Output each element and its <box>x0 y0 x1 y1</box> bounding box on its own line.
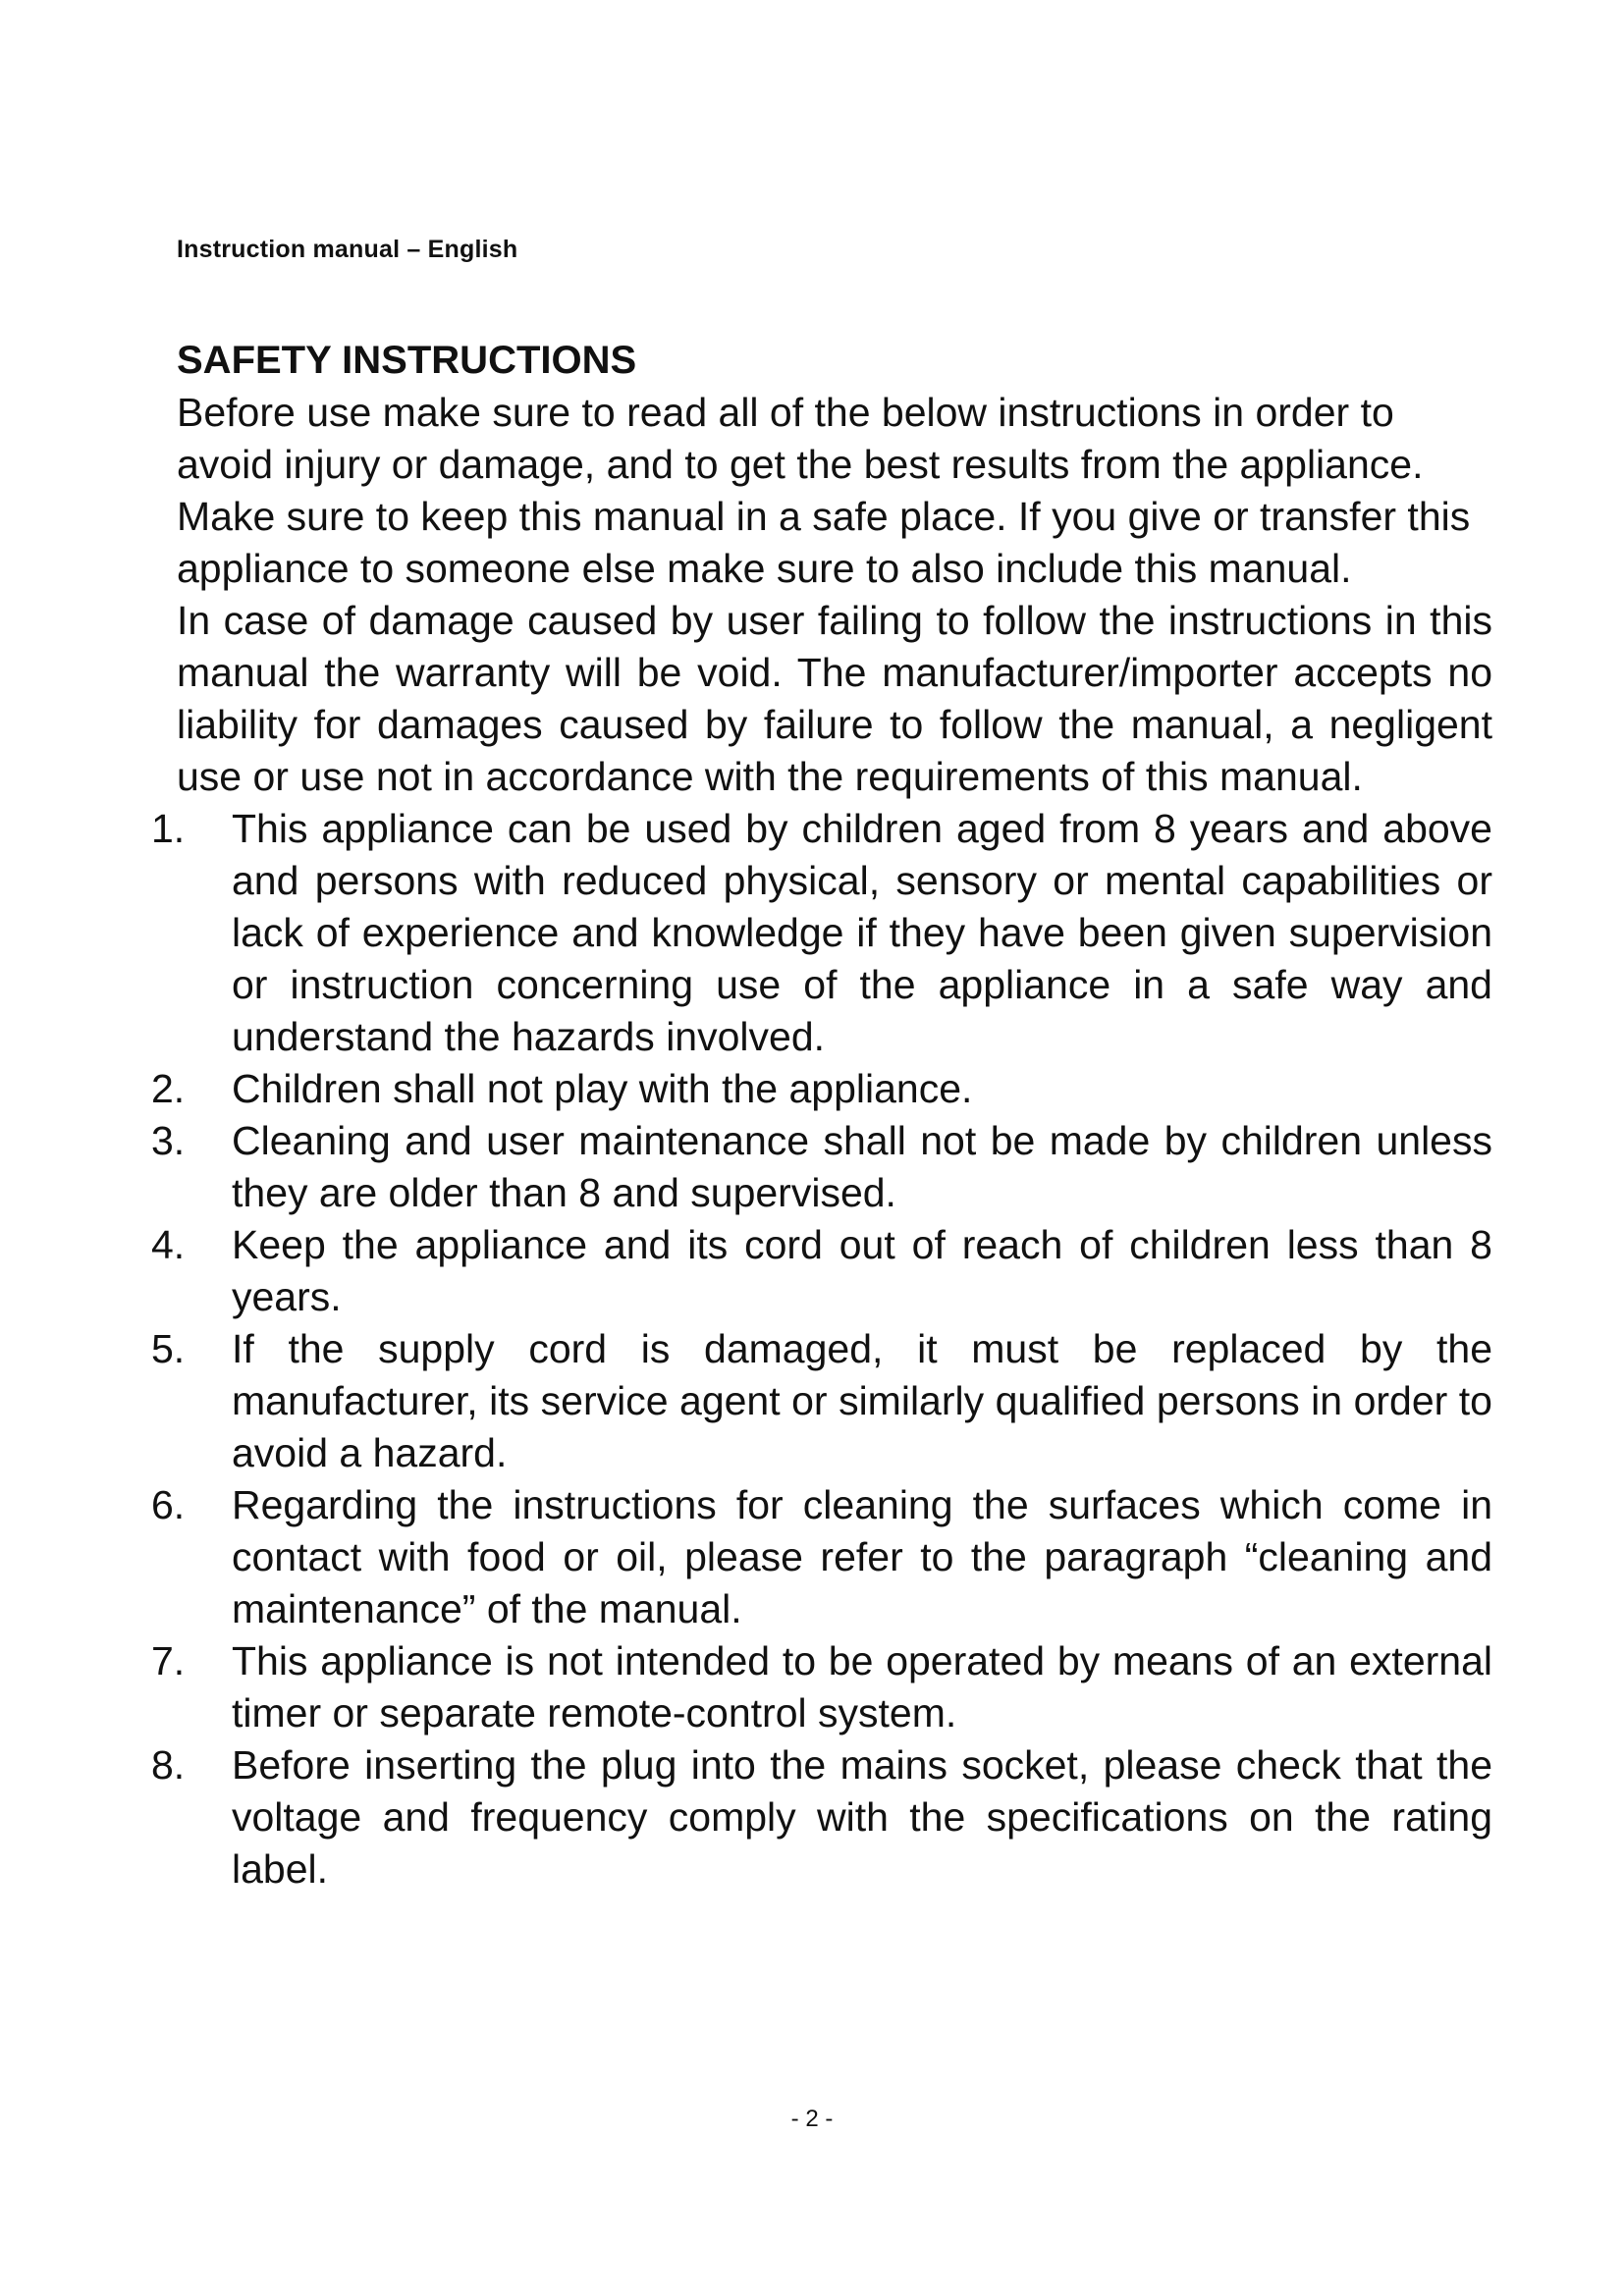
safety-instructions-list <box>151 803 1492 1896</box>
list-item-text: If the supply cord is damaged, it must be replaced by the manufacturer, its service agent or similarly qualified persons in order to avoid a hazard. <box>232 1326 1492 1475</box>
list-item <box>151 803 1492 1063</box>
list-item-text: Before inserting the plug into the mains socket, please check that the voltage and frequency comply with the specifications on the rating label. <box>232 1742 1492 1892</box>
list-item <box>151 1063 1492 1115</box>
list-item <box>151 1479 1492 1635</box>
list-item-number: 5. <box>151 1326 186 1371</box>
list-item-number: 1. <box>151 806 186 851</box>
document-header: Instruction manual – English <box>177 236 518 263</box>
liability-paragraph: In case of damage caused by user failing to follow the instructions in this manual the warranty will be void. The manufacturer/importer accepts no liability for damages caused by failure to follow the manual, a negligent use or use not in accordance with the requirements of this manual. <box>177 598 1492 799</box>
list-item-text: Children shall not play with the appliance. <box>232 1066 973 1111</box>
list-item-number: 2. <box>151 1066 186 1111</box>
list-item <box>151 1219 1492 1323</box>
list-item-text: Keep the appliance and its cord out of reach of children less than 8 years. <box>232 1222 1492 1319</box>
list-item-number: 3. <box>151 1118 186 1163</box>
section-title: SAFETY INSTRUCTIONS <box>177 339 637 382</box>
list-item <box>151 1323 1492 1479</box>
intro-paragraph: Before use make sure to read all of the below instructions in order to avoid injury or damage, and to get the best results from the appliance. Make sure to keep this manual in a safe place. If you give or transfer this appliance to someone else make sure to also include this manual. <box>177 390 1471 591</box>
list-item-text: Regarding the instructions for cleaning the surfaces which come in contact with food or oil, please refer to the paragraph “cleaning and maintenance” of the manual. <box>232 1482 1492 1631</box>
list-item-text: This appliance is not intended to be operated by means of an external timer or separate remote-control system. <box>232 1638 1492 1735</box>
page-number: - 2 - <box>790 2106 834 2132</box>
list-item-number: 8. <box>151 1742 186 1788</box>
list-item-number: 6. <box>151 1482 186 1527</box>
list-item-number: 4. <box>151 1222 186 1267</box>
list-item <box>151 1115 1492 1219</box>
list-item-text: This appliance can be used by children aged from 8 years and above and persons with reduced physical, sensory or mental capabilities or lack of experience and knowledge if they have been given supervision or instruction concerning use of the appliance in a safe way and understand the hazards involved. <box>232 806 1492 1059</box>
list-item <box>151 1635 1492 1739</box>
safety-section <box>151 334 1492 1896</box>
list-item-number: 7. <box>151 1638 186 1683</box>
list-item <box>151 1739 1492 1896</box>
list-item-text: Cleaning and user maintenance shall not be made by children unless they are older than 8 and supervised. <box>232 1118 1492 1215</box>
